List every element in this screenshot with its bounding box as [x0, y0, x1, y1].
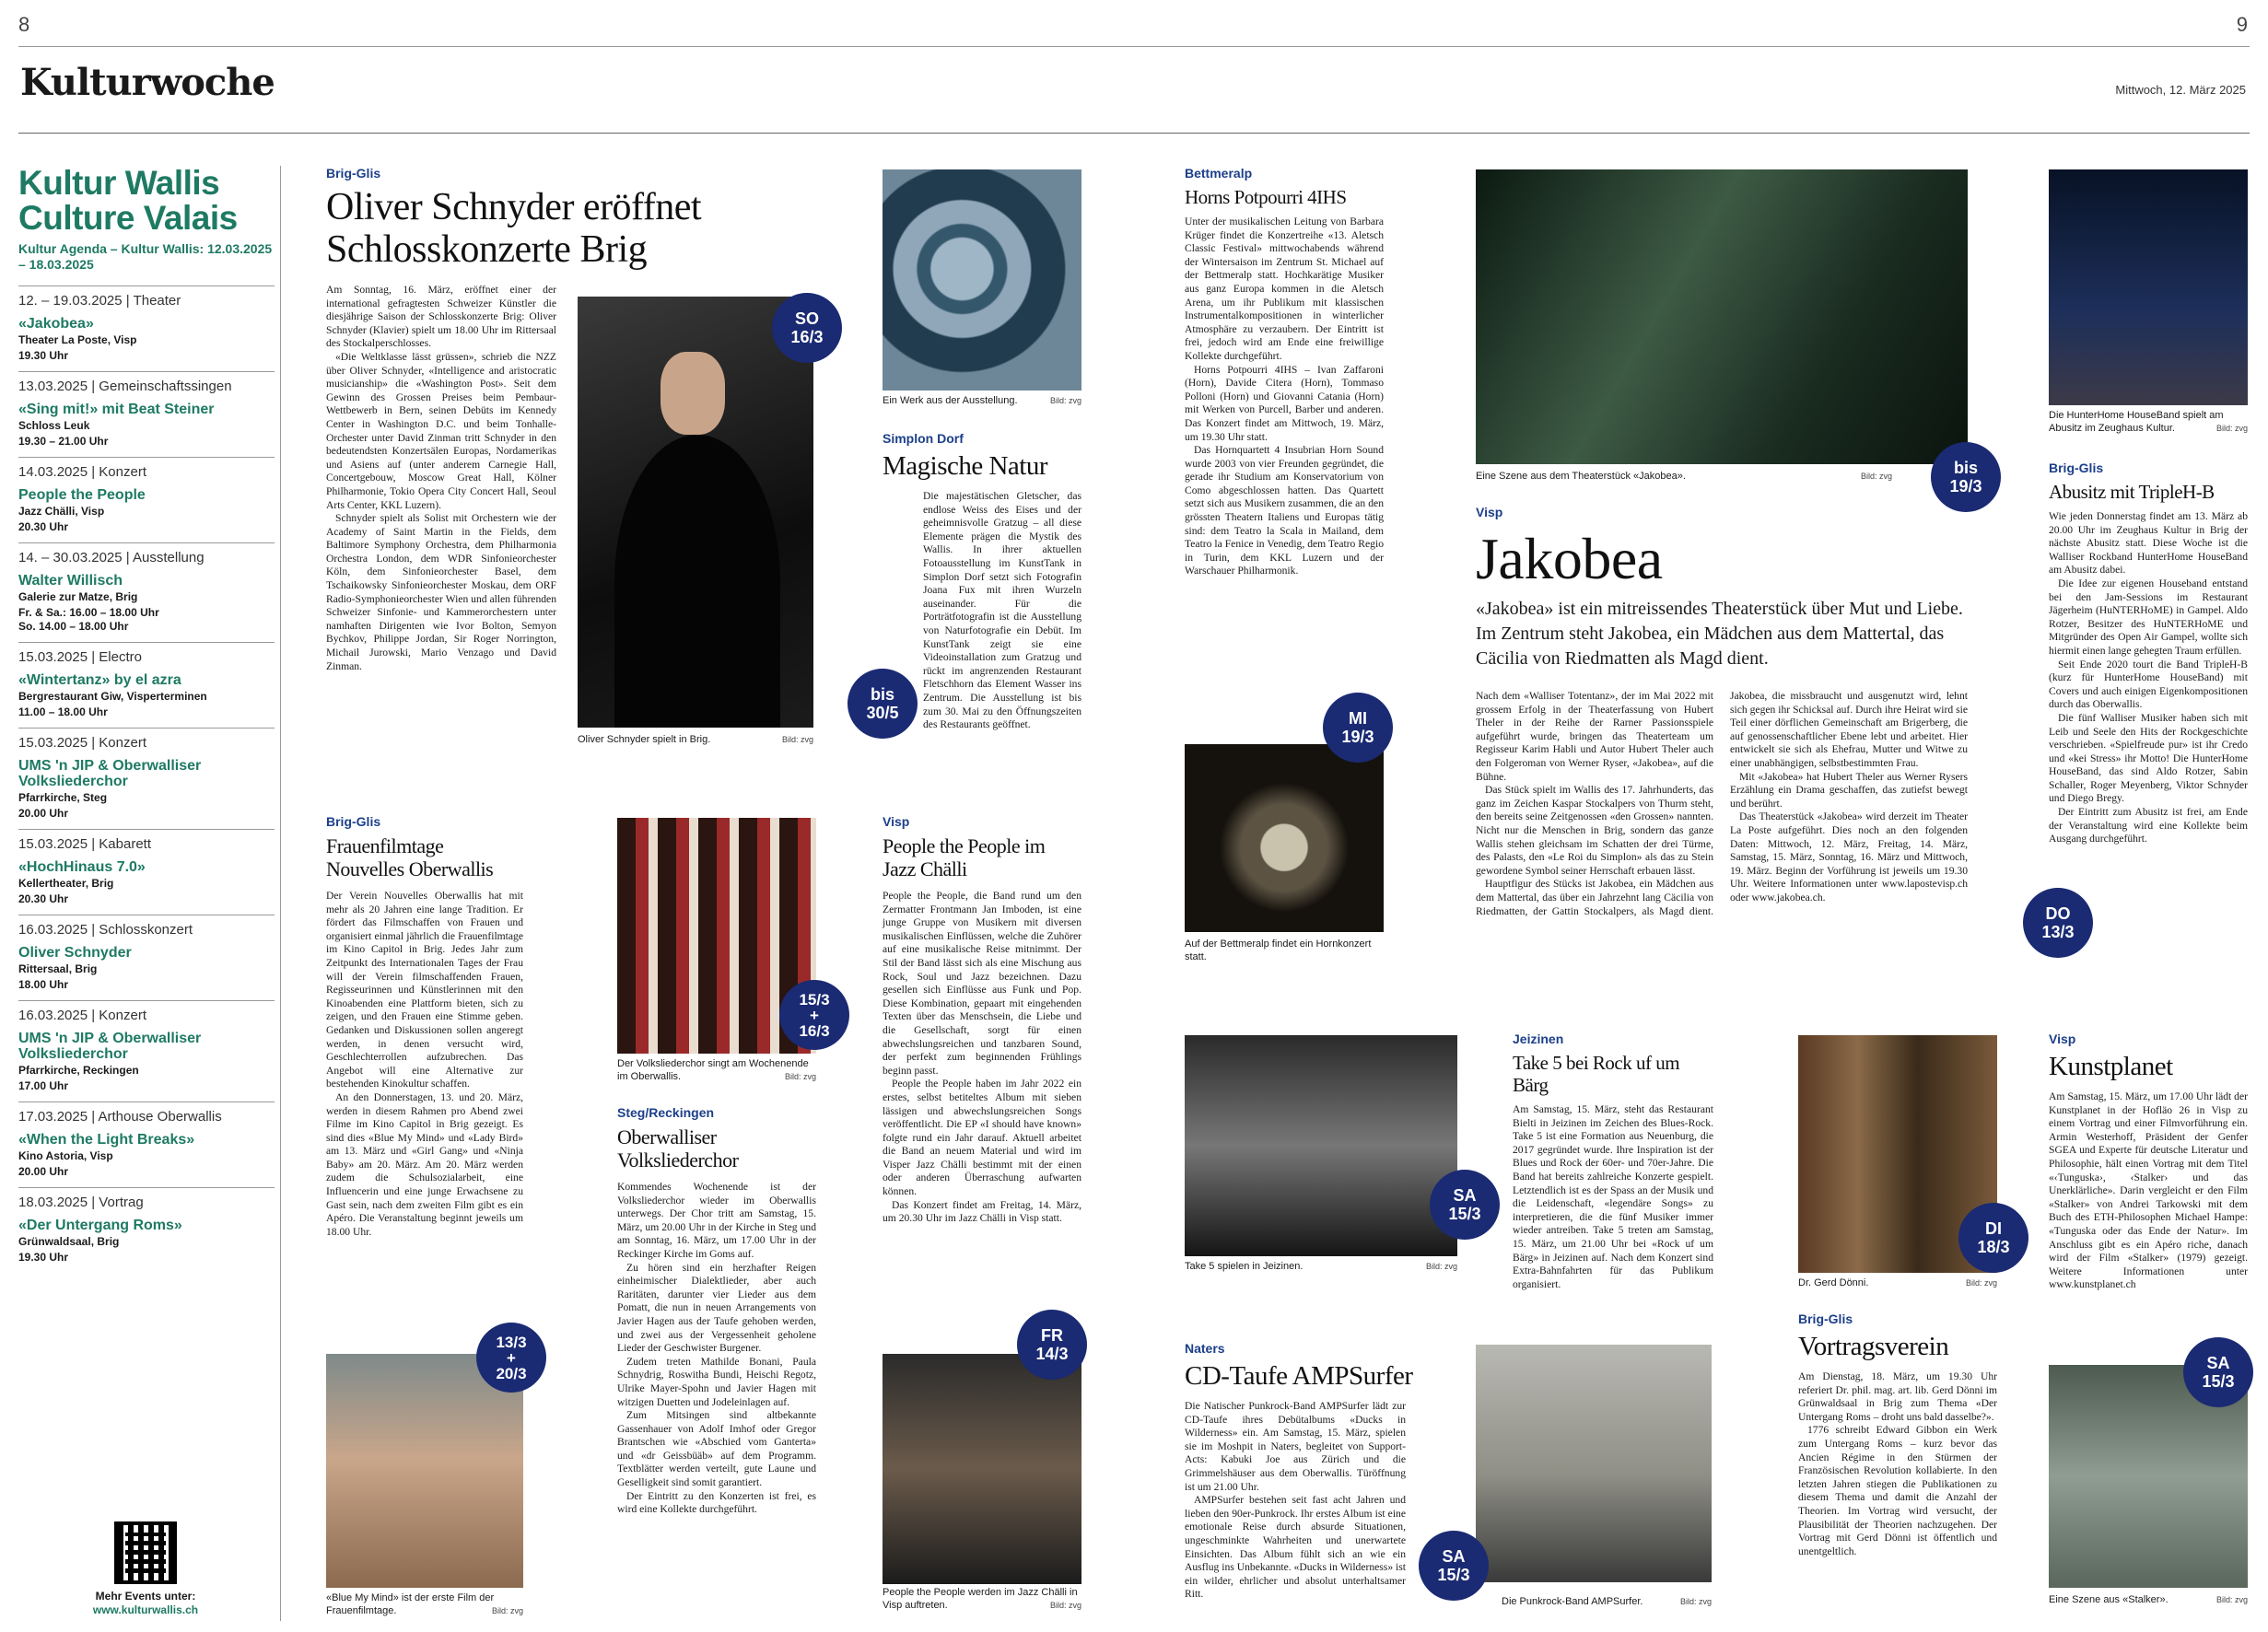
headline: Oliver Schnyder eröffnet Schlosskonzerte Brig	[326, 186, 702, 271]
photo-credit: Bild: zvg	[2215, 424, 2248, 433]
headline: Oberwalliser Volksliederchor	[617, 1125, 739, 1172]
agenda-item[interactable]	[18, 1187, 275, 1273]
date-badge: DI 18/3	[1958, 1203, 2028, 1273]
headline: Take 5 bei Rock uf um Bärg	[1513, 1052, 1680, 1096]
photo-credit: Bild: zvg	[1965, 1278, 1997, 1288]
date-badge: 15/3 + 16/3	[779, 980, 849, 1050]
body	[326, 890, 523, 1239]
kicker: Bettmeralp	[1185, 166, 1253, 181]
paragraph: Wie jeden Donnerstag findet am 13. März ab 20.00 Uhr im Zeughaus Kultur in Brig der nächste Abusitz statt. Diese Woche ist die Walliser Rockband HunterHome HouseBand am Abusitz dabei.	[2049, 510, 2248, 577]
agenda-time: 20.30 Uhr	[18, 892, 69, 905]
kicker: Brig-Glis	[326, 166, 381, 181]
headline: Horns Potpourri 4IHS	[1185, 186, 1347, 208]
paragraph: Das Konzert findet am Freitag, 14. März, um 20.30 Uhr im Jazz Chälli in Visp statt.	[883, 1198, 1081, 1225]
agenda-venue: Theater La Poste, Visp	[18, 333, 137, 346]
photo-caption	[883, 1586, 1081, 1612]
agenda-date: 14. – 30.03.2025 | Ausstellung	[18, 550, 205, 565]
more-events-link[interactable]: www.kulturwallis.ch	[92, 1603, 199, 1616]
agenda-title[interactable]: People the People	[18, 487, 146, 503]
agenda-title[interactable]: «HochHinaus 7.0»	[18, 859, 146, 875]
agenda-venue: Kino Astoria, Visp	[18, 1149, 113, 1162]
caption-text: Die Punkrock-Band AMPSurfer.	[1502, 1596, 1643, 1607]
masthead-rule	[18, 133, 2250, 134]
kicker: Brig-Glis	[326, 814, 381, 829]
paragraph: «Die Weltklasse lässt grüssen», schrieb die NZZ über Oliver Schnyder, «Intelligence and aristocratic musicianship» die «Washington Post». Seit dem Gewinn des Grossen Preises beim Pembaur-Wettbewerb in Bern, seinen Debüts im Kennedy Center in Washington D.C. und beim Tonhalle-Orchester unter David Zinman tritt Schnyder in den bedeutendsten Konzertsälen Europas, Nordamerikas und Asiens auf (unter anderem Carnegie Hall, Concertgebouw, Moscow Great Hall, Kölner Philharmonie, Tokio Opera City Concert Hall, Seoul Arts Center, KKL Luzern).	[326, 350, 556, 511]
agenda-item[interactable]	[18, 915, 275, 1000]
agenda-subtitle: Kultur Agenda – Kultur Wallis: 12.03.2025 – 18.03.2025	[18, 241, 273, 272]
caption-text: Auf der Bettmeralp findet ein Hornkonzert statt.	[1185, 938, 1372, 962]
kicker: Naters	[1185, 1341, 1225, 1356]
headline: People the People im Jazz Chälli	[883, 834, 1046, 880]
paragraph: Nach dem «Walliser Totentanz», der im Mai 2022 mit grossem Erfolg in der Theaterfassung von Hubert Theler in der Reihe der Rarner Passionsspiele aufgeführt wurde, bringen das Theaterteam um Regisseur Karim Habli und Autor Hubert Theler auch den Folgeroman von Werner Ryser, «Jakobea», auf die Bühne.	[1476, 690, 1713, 783]
agenda-item[interactable]	[18, 542, 275, 642]
kicker: Simplon Dorf	[883, 431, 964, 446]
photo-credit: Bild: zvg	[1049, 396, 1081, 405]
caption-text: Eine Szene aus «Stalker».	[2049, 1594, 2169, 1605]
agenda-time: 19.30 Uhr	[18, 1251, 69, 1264]
date-badge: SA 15/3	[1430, 1170, 1500, 1240]
agenda-time: 20.00 Uhr	[18, 807, 69, 820]
photo-caption	[1185, 1260, 1457, 1273]
article-jakobea	[1476, 505, 1968, 918]
agenda-title[interactable]: «Sing mit!» mit Beat Steiner	[18, 402, 215, 417]
body	[1185, 1400, 1406, 1602]
photo-people-the-people	[883, 1354, 1081, 1584]
agenda-title[interactable]: «Jakobea»	[18, 316, 94, 332]
paragraph: 1776 schreibt Edward Gibbon ein Werk zum Untergang Roms – kurz bevor das Ancien Régime in den Stürmen der Französischen Revolution kollabierte. In den letzten Jahren stiegen die Publikationen zu diesem Thema und damit die Anzahl der Theorien. Im Vortrag wird versucht, der Plausibilität der Theorien nachzugehen. Der Vortrag mit Gerd Dönni ist öffentlich und unentgeltlich.	[1798, 1424, 1997, 1557]
culture-valais-logo: Culture Valais	[18, 199, 238, 237]
paragraph: Mit «Jakobea» hat Hubert Theler aus Werner Rysers Erzählung ein Drama geschaffen, das zutiefst bewegt und berührt.	[1730, 770, 1968, 810]
agenda-title[interactable]: Oliver Schnyder	[18, 945, 132, 961]
agenda-time: 17.00 Uhr	[18, 1079, 69, 1092]
article-horns	[1185, 166, 1384, 578]
headline: Jakobea	[1476, 526, 1663, 591]
photo-take-5	[1185, 1035, 1457, 1256]
agenda-title[interactable]: Walter Willisch	[18, 573, 123, 589]
date-badge: bis 19/3	[1931, 442, 2001, 512]
photo-ampsurfer	[1476, 1345, 1712, 1582]
paragraph: Seit Ende 2020 tourt die Band TripleH-B (kurz für HunterHome HouseBand) mit Covers und auch einigen Eigenkompositionen durch das Oberwallis.	[2049, 658, 2248, 711]
agenda-venue: Pfarrkirche, Steg	[18, 791, 108, 804]
agenda-time: Fr. & Sa.: 16.00 – 18.00 Uhr So. 14.00 – 18.00 Uhr	[18, 606, 159, 633]
article-kunstplanet	[2049, 1032, 2248, 1292]
paragraph: Hauptfigur des Stücks ist Jakobea, ein Mädchen aus dem Mattertal, das über ein Jahrzehnt lang Cäcilia von Riedmatten, der Gattin Stockalpers, als Magd dient. Jakobea, die missbraucht und ausgenutzt wird, lehnt sich gegen ihr Schicksal auf. Durch ihre Heirat wird sie Teil einer dörflichen Gemeinschaft am Brigerberg, die auf genossenschaftlicher Ebene lebt und arbeitet. Hier entwickelt sie sich als Ehefrau, Mutter und Witwe zu einer unabhängigen, selbstbestimmten Frau.	[1476, 690, 1968, 917]
headline: CD-Taufe AMPSurfer	[1185, 1361, 1413, 1391]
agenda-item[interactable]	[18, 1102, 275, 1187]
photo-caption	[1476, 470, 1892, 483]
agenda-venue: Jazz Chälli, Visp	[18, 505, 105, 518]
date-badge: bis 30/5	[848, 669, 918, 739]
body	[1476, 690, 1968, 918]
agenda-item[interactable]	[18, 829, 275, 915]
article-abusitz	[2049, 460, 2248, 846]
paragraph: An den Donnerstagen, 13. und 20. März, werden in diesem Rahmen pro Abend zwei Filme im Kino Capitol in Brig gezeigt. Es sind dies «Blue My Mind» und «Lady Bird» am 13. März und «Girl Gang» und «Ninja Baby» am 20. März. Am 20. März werden zudem die Schulsozialarbeit, eine Influencerin und eine junge Erwachsene zu Gast sein, nach dem zweiten Film gibt es ein Apéro. Die Veranstaltung beginnt jeweils um 18.00 Uhr.	[326, 1090, 523, 1238]
paragraph: Zu hören sind ein herzhafter Reigen einheimischer Dialektlieder, aber auch Raritäten, darunter vier Lieder aus dem Pomatt, die nun in neuen Arrangements von Javier Hagen aus der Taufe gehoben werden, und zwei aus der Vergessenheit geholene Lieder der Geschwister Burgener.	[617, 1261, 816, 1355]
agenda-sidebar	[18, 166, 275, 1273]
issue-date: Mittwoch, 12. März 2025	[2115, 83, 2246, 97]
caption-text: Oliver Schnyder spielt in Brig.	[578, 734, 711, 745]
paragraph: Zum Mitsingen sind altbekannte Gassenhauer von Adolf Imhof oder Gregor Brantschen wie «Abschied vom Ganterta» und «dr Geissbüäb» auf dem Programm. Textblätter werden verteilt, gute Laune und Geselligkeit sind somit garantiert.	[617, 1409, 816, 1489]
kicker: Visp	[1476, 505, 1503, 519]
headline: Vortragsverein	[1798, 1332, 1949, 1361]
agenda-date: 16.03.2025 | Schlosskonzert	[18, 922, 193, 938]
paragraph: People the People, die Band rund um den Zermatter Frontmann Jan Imboden, ist eine junge Gruppe von Musikern mit diversen musikalischen Einflüssen, welche die Zuhörer auf eine musikalische Reise mitnimmt. Der Stil der Band lässt sich als eine Mischung aus Rock, Soul und Jazz bezeichnen. Dazu gesellen sich Einflüsse aus Funk und Pop. Diese Kombination, gepaart mit eingehenden Texten über das Menschsein, die Liebe und die Gesellschaft, sorgt für einen abwechslungsreichen und tanzbaren Sound, der perfekt zum beginnenden Frühlings beginn passt.	[883, 890, 1081, 1077]
agenda-venue: Bergrestaurant Giw, Visperterminen	[18, 690, 207, 703]
agenda-time: 20.30 Uhr	[18, 520, 69, 533]
date-badge: FR 14/3	[1017, 1310, 1087, 1380]
photo-househand	[2049, 169, 2248, 405]
caption-text: Ein Werk aus der Ausstellung.	[883, 395, 1018, 406]
agenda-item[interactable]	[18, 371, 275, 457]
kicker: Brig-Glis	[1798, 1311, 1853, 1326]
paragraph: Horns Potpourri 4IHS – Ivan Zaffaroni (Horn), Davide Citera (Horn), Tommaso Polloni (Horn) und Giovanni Catania (Horn) mit Werken von Purcell, Barber und anderen. Das Konzert findet am Mittwoch, 19. März, um 19.30 Uhr statt.	[1185, 363, 1384, 443]
paragraph: People the People haben im Jahr 2022 ein erstes, selbst betiteltes Album mit sieben lässigen und abwechslungsreichen Songs veröffentlicht. Die EP «I should have known» folgte rund ein Jahr darauf. Aktuell arbeitet die Band an neuem Material und wird im Visper Jazz Chälli bestimmt mit der einen oder anderen Überraschung aufwarten können.	[883, 1078, 1081, 1198]
agenda-item[interactable]	[18, 1000, 275, 1102]
photo-caption	[2049, 409, 2248, 435]
paragraph: Kommendes Wochenende ist der Volksliederchor wieder im Oberwallis unterwegs. Der Chor tritt am Samstag, 15. März, um 20.00 Uhr in der Kirche in Steg und am Sonntag, 16. März, um 17.00 Uhr in der Reckinger Kirche im Goms auf.	[617, 1181, 816, 1260]
photo-caption	[1502, 1595, 1712, 1608]
body	[1513, 1103, 1713, 1291]
paragraph: Der Eintritt zu den Konzerten ist frei, es wird eine Kollekte durchgeführt.	[617, 1489, 816, 1516]
photo-caption	[1798, 1276, 1997, 1289]
photo-caption	[617, 1057, 816, 1083]
date-badge: SA 15/3	[1419, 1531, 1489, 1601]
more-events	[81, 1590, 210, 1617]
paragraph: Das Stück spielt im Wallis des 17. Jahrhunderts, das ganz im Zeichen Kaspar Stockalpers von Thurm steht, den bereits seine Zeitgenossen «den Grossen» nannten. Nicht nur die Menschen in Brig, sondern das ganze Wallis stehen gleichsam im Schatten der drei Türme, des Palasts, den «Le Roi du Simplon» als das zu Stein gewordene Symbol seiner Herrschaft erbauen lässt.	[1476, 784, 1713, 877]
photo-caption	[326, 1591, 523, 1617]
photo-blue-my-mind	[326, 1354, 523, 1588]
agenda-time: 11.00 – 18.00 Uhr	[18, 705, 108, 718]
article-vortragsverein	[1798, 1311, 1997, 1558]
photo-credit: Bild: zvg	[784, 1072, 816, 1081]
agenda-time: 20.00 Uhr	[18, 1165, 69, 1178]
agenda-title[interactable]: «Der Untergang Roms»	[18, 1218, 182, 1233]
kicker: Steg/Reckingen	[617, 1105, 715, 1120]
date-badge: SO 16/3	[772, 293, 842, 363]
photo-credit: Bild: zvg	[491, 1606, 523, 1615]
agenda-item[interactable]	[18, 728, 275, 829]
agenda-time: 19.30 – 21.00 Uhr	[18, 435, 109, 448]
headline: Frauenfilmtage Nouvelles Oberwallis	[326, 834, 494, 880]
photo-credit: Bild: zvg	[1425, 1262, 1457, 1271]
photo-credit: Bild: zvg	[1860, 472, 1892, 481]
more-events-label: Mehr Events unter:	[95, 1590, 196, 1603]
agenda-item[interactable]	[18, 642, 275, 728]
caption-text: Eine Szene aus dem Theaterstück «Jakobea».	[1476, 471, 1686, 482]
paragraph: AMPSurfer bestehen seit fast acht Jahren und lieben den 90er-Punkrock. Ihr erstes Album ist eine emotionale Reise durch absurde Situationen, ungeschminkte Wahrheiten und unerwartete Einsichten. Das Album fühlt sich an wie ein Ausflug ins Unbekannte. «Ducks in Wilderness» ist ein wilder, ehrlicher und absolut unterhaltsamer Ritt.	[1185, 1494, 1406, 1601]
paragraph: Schnyder spielt als Solist mit Orchestern wie der Academy of Saint Martin in the Fields, dem Baltimore Symphony Orchestra, dem Philharmonia Orchestra London, dem WDR Sinfonieorchester Köln, dem Sinfonieorchester Basel, dem Tschaikowsky Sinfonieorchester Moskau, dem ORF Radio-Symphonieorchester Wien und allen führenden Schweizer Sinfonie- und Kammerorchestern unter namhaften Dirigenten wie Ivor Bolton, Semyon Bychkov, Philippe Jordan, Sir Roger Norrington, Michail Jurowski, Mario Venzago und David Zinman.	[326, 512, 556, 672]
caption-text: «Blue My Mind» ist der erste Film der Frauenfilmtage.	[326, 1592, 495, 1616]
paragraph: Am Dienstag, 18. März, um 19.30 Uhr referiert Dr. phil. mag. art. lib. Gerd Dönni im Grünwaldsaal in Brig zum Thema «Der Untergang Roms – droht uns bald dasselbe?».	[1798, 1370, 1997, 1423]
caption-text: Dr. Gerd Dönni.	[1798, 1277, 1869, 1288]
agenda-date: 13.03.2025 | Gemeinschaftssingen	[18, 379, 232, 394]
paragraph: Die fünf Walliser Musiker haben sich mit Leib und Seele den Hits der Rockgeschichte verschrieben. «Spielfreude pur» ist ihr Credo und «kei Stress» ihr Motto! Die HunterHome HouseBand, das sind Aldo Rotzer, Sabin Schaller, Roger Meyenberg, Viktor Schnyder und Diego Bregy.	[2049, 711, 2248, 805]
paragraph: Am Samstag, 15. März, steht das Restaurant Bielti in Jeizinen im Zeichen des Blues-Rock. Take 5 ist eine Formation aus Neuenburg, die 2017 gegründet wurde. Ihre Inspiration ist der Blues und Rock der 60er- und 70er-Jahre. Die Band hat bereits zahlreiche Konzerte gespielt. Letztendlich ist es der Spass an der Musik und die Leidenschaft, «legendäre Songs» zu interpretieren, die die fünf Musiker immer wieder antreiben. Take 5 treten am Samstag, 15. März, um 21.00 Uhr bei «Rock uf um Bärg» in Jeizinen auf. Nach dem Konzert sind Extra-Bahnfahrten für das Publikum organisiert.	[1513, 1103, 1713, 1290]
photo-horn	[1185, 744, 1384, 932]
paragraph: Die majestätischen Gletscher, das endlose Weiss des Eises und der geheimnisvolle Gratzug – all diese Elemente prägen die Mystik des Wallis. In ihrer aktuellen Fotoausstellung im KunstTank in Simplon Dorf setzt sich Fotografin Joana Fux mit ihren Wurzeln auseinander. Für die Porträtfotografin ist die Ausstellung von Naturfotografie ein Debüt. Im KunstTank zeigt sie eine Videoinstallation zum Gratzug und rückt im angrenzenden Restaurant Fletschhorn das Element Wasser ins Zentrum. Die Ausstellung ist bis zum 30. Mai zu den Öffnungszeiten des Restaurants geöffnet.	[923, 490, 1081, 731]
date-badge: SA 15/3	[2183, 1337, 2253, 1407]
paragraph: Der Eintritt zum Abusitz ist frei, am Ende der Veranstaltung wird eine Kollekte beim Ausgang durchgeführt.	[2049, 806, 2248, 845]
caption-text: Take 5 spielen in Jeizinen.	[1185, 1261, 1304, 1272]
kicker: Jeizinen	[1513, 1032, 1564, 1046]
agenda-list	[18, 286, 275, 1273]
page-number-left: 8	[18, 13, 30, 36]
body	[1185, 216, 1384, 578]
photo-ice-artwork	[883, 169, 1081, 391]
agenda-title[interactable]: UMS 'n JIP & Oberwalliser Volksliederchor	[18, 758, 202, 789]
body	[883, 890, 1081, 1226]
agenda-item[interactable]	[18, 286, 275, 371]
headline: Abusitz mit TripleH-B	[2049, 481, 2215, 503]
caption-text: People the People werden im Jazz Chälli in Visp auftreten.	[883, 1587, 1078, 1611]
agenda-time: 19.30 Uhr	[18, 349, 69, 362]
date-badge: MI 19/3	[1323, 693, 1393, 763]
agenda-venue: Schloss Leuk	[18, 419, 90, 432]
paragraph: Zudem treten Mathilde Bonani, Paula Schnydrig, Roswitha Bundi, Heischi Regotz, Ulrike Mayer-Spohn und Javier Hagen mit witzigen Duetten und Jodeleinlagen auf.	[617, 1355, 816, 1408]
qr-code-icon[interactable]	[114, 1521, 177, 1584]
lead: «Jakobea» ist ein mitreissendes Theaterstück über Mut und Liebe. Im Zentrum steht Jakobea, ein Mädchen aus dem Mattertal, das Cäcilia von Riedmatten als Magd dient.	[1476, 599, 1963, 669]
photo-credit: Bild: zvg	[1679, 1597, 1712, 1606]
agenda-date: 15.03.2025 | Konzert	[18, 735, 146, 751]
photo-jakobea-scene	[1476, 169, 1968, 464]
photo-caption	[578, 733, 813, 746]
top-rule	[18, 46, 2250, 47]
caption-text: Die HunterHome HouseBand spielt am Abusitz im Zeughaus Kultur.	[2049, 410, 2224, 434]
agenda-time: 18.00 Uhr	[18, 978, 69, 991]
headline: Kunstplanet	[2049, 1052, 2173, 1081]
article-people-the-people	[883, 814, 1081, 1226]
paragraph: Der Verein Nouvelles Oberwallis hat mit mehr als 20 Jahren eine lange Tradition. Er fördert das Filmschaffen von Frauen und organisiert einmal jährlich die Frauenfilmtage im Kino Capitol in Brig. Jedes Jahr zum Zeitpunkt des Internationalen Tages der Frau will der Verein filmschaffenden Frauen, Regisseurinnen und Künstlerinnen mit den Kinoabenden eine Plattform bieten, sich zu zeigen, und den Frauen eine Stimme geben. Gedanken und Diskussionen sollen angeregt werden, in denen versucht wird, Geschlechterrollen aufzubrechen. Das Angebot will eine Alternative zur bestehenden Kinokultur schaffen.	[326, 890, 523, 1090]
sidebar-divider	[280, 166, 281, 1621]
kicker: Visp	[2049, 1032, 2076, 1046]
photo-oliver-schnyder	[578, 297, 813, 728]
headline: Magische Natur	[883, 451, 1048, 481]
kicker: Brig-Glis	[2049, 460, 2104, 475]
caption-text: Der Volksliederchor singt am Wochenende im Oberwallis.	[617, 1058, 809, 1082]
article-volksliederchor	[617, 1105, 816, 1517]
paragraph: Am Sonntag, 16. März, eröffnet einer der international gefragtesten Schweizer Künstler die diesjährige Saison der Schlosskonzerte Brig: Oliver Schnyder (Klavier) spielt um 18.00 Uhr im Rittersaal des Stockalperschlosses.	[326, 284, 556, 350]
agenda-date: 16.03.2025 | Konzert	[18, 1008, 146, 1023]
agenda-title[interactable]: «When the Light Breaks»	[18, 1132, 195, 1148]
agenda-title[interactable]: UMS 'n JIP & Oberwalliser Volksliederchor	[18, 1031, 202, 1062]
paragraph: Das Theaterstück «Jakobea» wird derzeit im Theater La Poste aufgeführt. Dies noch an den folgenden Daten: Mittwoch, 12. März, Freitag, 14. März, Samstag, 15. März, Sonntag, 16. März und Mittwoch, 19. März. Beginn der Vorführung ist jeweils um 19.30 Uhr. Weitere Informationen unter www.lapostevisp.ch oder www.jakobea.ch.	[1730, 810, 1968, 903]
photo-caption	[883, 394, 1081, 407]
article-frauenfilmtage	[326, 814, 523, 1239]
photo-caption	[2049, 1593, 2248, 1606]
body	[1798, 1370, 1997, 1558]
agenda-venue: Pfarrkirche, Reckingen	[18, 1064, 139, 1077]
photo-credit: Bild: zvg	[1049, 1601, 1081, 1610]
photo-caption	[1185, 938, 1384, 963]
agenda-date: 15.03.2025 | Electro	[18, 649, 142, 665]
agenda-venue: Kellertheater, Brig	[18, 877, 114, 890]
body	[2049, 510, 2248, 846]
paragraph: Das Hornquartett 4 Insubrian Horn Sound wurde 2003 von vier Freunden gegründet, die gerade ihr Studium am Konservatorium von Como abgeschlossen hatten. Das Quartett setzt sich aus Musikern zusammen, die an den grössten Theatern Italiens und Europas tätig sind: dem Teatro la Scala in Mailand, dem Teatro la Fenice in Venedig, dem Teatro Regio in Turin, dem KKL Luzern und der Warschauer Philharmonik.	[1185, 444, 1384, 577]
body	[326, 284, 556, 673]
page-number-right: 9	[2236, 13, 2248, 36]
agenda-venue: Rittersaal, Brig	[18, 962, 98, 975]
agenda-title[interactable]: «Wintertanz» by el azra	[18, 672, 181, 688]
paragraph: Am Samstag, 15. März, um 17.00 Uhr lädt der Kunstplanet in der Hofläo 26 in Visp zu einem Vortrag und einer Filmvorführung ein. Armin Westerhoff, Präsident der Genfer SGEA und Experte für deutsche Literatur und Philosophie, hält einen Vortrag mit dem Titel «‹Tunguska›, ‹Stalker› und das Unerklärliche». Darin vergleicht er den Film «Stalker» von Andrei Tarkowski mit dem Buch des ETH-Philosophen Michael Hampe: «Tunguska oder das Ende der Natur». Im Anschluss gibt es ein Apéro riche, danach wird der Film «Stalker» (1979) gezeigt. Weitere Informationen unter www.kunstplanet.ch	[2049, 1090, 2248, 1291]
agenda-date: 17.03.2025 | Arthouse Oberwallis	[18, 1109, 222, 1125]
agenda-venue: Galerie zur Matze, Brig	[18, 590, 138, 603]
date-badge: DO 13/3	[2023, 888, 2093, 958]
masthead: Kulturwoche	[20, 61, 275, 104]
date-badge: 13/3 + 20/3	[476, 1323, 546, 1393]
paragraph: Unter der musikalischen Leitung von Barbara Krüger findet die Konzertreihe «13. Aletsch Classic Festival» mittwochabends während der Wintersaison im Zentrum St. Michael auf der Bettmeralp statt. Hochkarätige Musiker aus ganz Europa kommen in die Aletsch Arena, um ihr Publikum mit klassischen Instrumentalkompositionen in winterlicher Atmosphäre zu verzaubern. Der Eintritt ist frei, jedoch wird am Ende eine freiwillige Kollekte durchgeführt.	[1185, 216, 1384, 362]
agenda-date: 14.03.2025 | Konzert	[18, 464, 146, 480]
agenda-date: 15.03.2025 | Kabarett	[18, 836, 152, 852]
agenda-date: 12. – 19.03.2025 | Theater	[18, 293, 181, 309]
agenda-venue: Grünwaldsaal, Brig	[18, 1235, 120, 1248]
kultur-wallis-logo: Kultur Wallis	[18, 164, 220, 202]
body	[617, 1181, 816, 1517]
body	[2049, 1090, 2248, 1292]
paragraph: Die Natischer Punkrock-Band AMPSurfer lädt zur CD-Taufe ihres Debütalbums «Ducks in Wilderness» ein. Am Samstag, 15. März, spielen sie im Moshpit in Naters, begleitet von Support-Acts: Kabuki Joe aus Zürich und die Grimmelshäuser aus dem Oberwallis. Türöffnung ist um 21.00 Uhr.	[1185, 1400, 1406, 1493]
photo-credit: Bild: zvg	[2215, 1595, 2248, 1604]
paragraph: Die Idee zur eigenen Houseband entstand bei den Jam-Sessions im Restaurant Jägerheim (HuNTERHoME) in Gampel. Aldo Rotzer, Besitzer des HuNTERHoME und Mitgründer des Open Air Gampel, wollte sich hiermit einen lange gehegten Traum erfüllen.	[2049, 577, 2248, 657]
photo-credit: Bild: zvg	[781, 735, 813, 744]
agenda-item[interactable]	[18, 457, 275, 542]
kicker: Visp	[883, 814, 910, 829]
article-rock	[1513, 1032, 1713, 1291]
agenda-date: 18.03.2025 | Vortrag	[18, 1195, 144, 1210]
